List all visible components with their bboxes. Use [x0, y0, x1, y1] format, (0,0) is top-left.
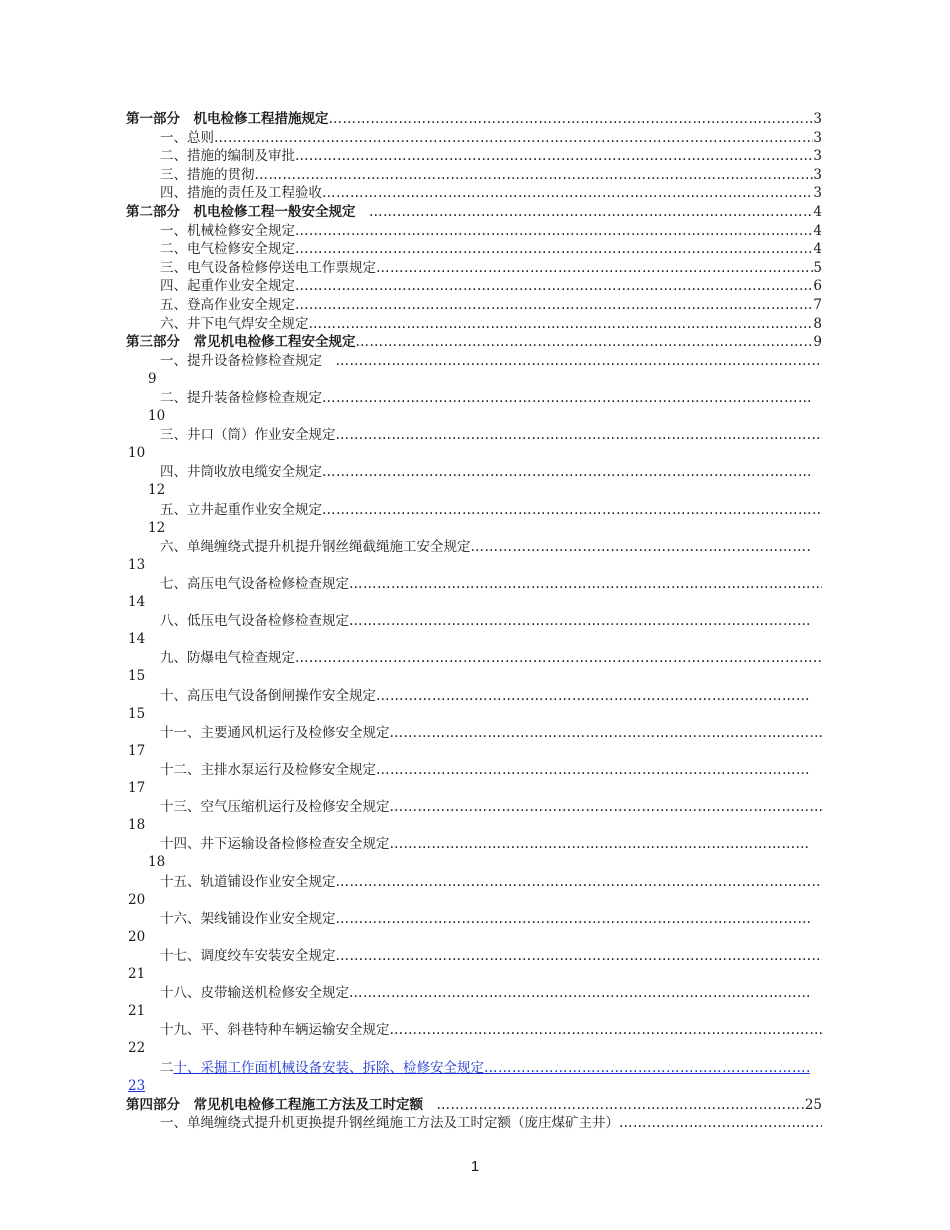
toc-entry-title: 九、防爆电气检查规定	[160, 650, 295, 667]
toc-leader-dots	[369, 203, 813, 222]
toc-page-number: 15	[128, 668, 146, 685]
toc-leader-dots	[309, 315, 814, 334]
toc-entry[interactable]	[160, 612, 810, 631]
toc-part-heading[interactable]	[126, 110, 822, 129]
toc-entry[interactable]	[160, 463, 810, 482]
toc-page-number: 22	[128, 1040, 146, 1057]
toc-page-number: 4	[813, 204, 822, 220]
toc-leader-dots	[471, 538, 811, 557]
toc-page-number: 7	[813, 297, 822, 313]
toc-entry-title: 六、井下电气焊安全规定	[160, 315, 309, 332]
toc-leader-dots	[329, 110, 814, 129]
toc-leader-dots	[295, 222, 813, 241]
toc-entry-title: 五、登高作业安全规定	[160, 297, 295, 313]
toc-page-number: 18	[148, 854, 166, 871]
toc-page-number: 12	[148, 482, 166, 499]
toc-leader-dots	[336, 873, 823, 892]
toc-leader-dots	[295, 649, 822, 668]
toc-page-number: 13	[128, 556, 146, 573]
toc-page-number: 3	[813, 166, 822, 183]
toc-leader-dots	[214, 129, 813, 148]
toc-page-number: 17	[128, 780, 146, 796]
toc-entry-title: 七、高压电气设备检修检查规定	[160, 576, 349, 592]
toc-entry-title: 第四部分 常见机电检修工程施工方法及工时定额	[126, 1096, 437, 1113]
toc-entry-title: 第三部分 常见机电检修工程安全规定	[126, 334, 356, 351]
toc-entry-title: 八、低压电气设备检修检查规定	[160, 613, 349, 630]
toc-entry-title: 四、井筒收放电缆安全规定	[160, 464, 322, 481]
toc-entry[interactable]	[160, 315, 822, 334]
toc-page-number: 10	[148, 408, 166, 424]
toc-leader-dots	[336, 352, 823, 371]
toc-leader-dots	[322, 501, 822, 520]
toc-page-number: 14	[128, 594, 146, 610]
toc-entry[interactable]	[160, 352, 822, 371]
toc-entry-title: 二、电气检修安全规定	[160, 241, 295, 258]
toc-entry[interactable]	[160, 538, 810, 557]
toc-leader-dots	[390, 724, 823, 743]
toc-page-number: 15	[128, 705, 146, 722]
toc-page-number: 25	[804, 1096, 822, 1113]
toc-part-heading[interactable]	[126, 203, 822, 222]
toc-page-number: 4	[813, 241, 822, 258]
toc-page-number: 21	[128, 1003, 146, 1020]
toc-entry[interactable]	[160, 947, 822, 966]
toc-entry-title	[160, 1059, 484, 1078]
toc-page-number: 9	[813, 334, 822, 351]
toc-leader-dots	[349, 575, 822, 594]
toc-entry[interactable]	[160, 687, 810, 706]
toc-entry-title: 十二、主排水泵运行及检修安全规定	[160, 762, 376, 778]
toc-entry-title: 十四、井下运输设备检修检查安全规定	[160, 836, 390, 853]
toc-entry-title: 十六、架线铺设作业安全规定	[160, 910, 336, 927]
toc-entry-title: 第二部分 机电检修工程一般安全规定	[126, 204, 369, 220]
toc-entry-title: 六、单绳缠绕式提升机提升钢丝绳截绳施工安全规定	[160, 538, 471, 555]
toc-leader-dots	[336, 910, 811, 929]
toc-entry[interactable]	[160, 389, 810, 408]
toc-leader-dots	[437, 1096, 805, 1115]
toc-entry-title: 十、高压电气设备倒闸操作安全规定	[160, 687, 376, 704]
toc-entry-title: 二、提升装备检修检查规定	[160, 390, 322, 406]
toc-part-heading[interactable]	[126, 1096, 822, 1115]
toc-entry-title: 十九、平、斜巷特种车辆运输安全规定	[160, 1022, 390, 1039]
toc-entry[interactable]	[160, 798, 822, 817]
toc-page-number: 3	[813, 129, 822, 146]
toc-entry-title: 二、措施的编制及审批	[160, 148, 295, 165]
toc-entry[interactable]	[160, 222, 822, 241]
toc-leader-dots	[390, 1021, 823, 1040]
toc-entry-title: 三、措施的贯彻	[160, 166, 255, 183]
toc-entry[interactable]	[160, 501, 822, 520]
toc-entry-title: 十一、主要通风机运行及检修安全规定	[160, 724, 390, 741]
toc-leader-dots	[349, 984, 810, 1003]
toc-entry[interactable]	[160, 129, 822, 148]
toc-page-number: 3	[813, 185, 822, 202]
toc-entry[interactable]	[160, 240, 822, 259]
toc-entry[interactable]	[160, 1021, 822, 1040]
toc-entry-title: 四、措施的责任及工程验收	[160, 185, 322, 202]
toc-entry[interactable]	[160, 724, 822, 743]
toc-entry-title: 十三、空气压缩机运行及检修安全规定	[160, 799, 390, 816]
toc-page-number: 17	[128, 742, 146, 759]
toc-leader-dots	[322, 184, 813, 203]
toc-entry[interactable]	[160, 649, 822, 668]
toc-page-number: 20	[128, 891, 146, 908]
toc-page-number[interactable]: 23	[128, 1077, 146, 1094]
toc-page-number: 3	[813, 111, 822, 127]
toc-entry-title: 十五、轨道铺设作业安全规定	[160, 873, 336, 890]
toc-leader-dots	[295, 240, 813, 259]
toc-page-number: 5	[813, 259, 822, 276]
toc-leader-dots	[322, 389, 810, 408]
toc-entry-title: 三、井口（筒）作业安全规定	[160, 427, 336, 444]
toc-entry[interactable]	[160, 835, 810, 854]
toc-entry-title: 一、单绳缠绕式提升机更换提升钢丝绳施工方法及工时定额（庞庄煤矿主井）	[160, 1115, 619, 1132]
toc-page-number: 20	[128, 928, 146, 945]
toc-page-number: 9	[148, 370, 157, 387]
toc-entry[interactable]	[160, 166, 822, 185]
toc-leader-dots	[295, 296, 813, 315]
toc-entry[interactable]	[160, 873, 822, 892]
toc-entry[interactable]	[160, 1114, 822, 1133]
toc-entry[interactable]	[160, 575, 822, 594]
toc-page-number: 21	[128, 966, 146, 982]
toc-page-number: 14	[128, 631, 146, 648]
toc-leader-dots	[376, 687, 810, 706]
toc-entry-title: 五、立井起重作业安全规定	[160, 501, 322, 518]
toc-leader-dots	[349, 612, 810, 631]
toc-leader-dots	[390, 835, 811, 854]
toc-entry[interactable]	[160, 277, 822, 296]
toc-entry-title: 一、机械检修安全规定	[160, 222, 295, 239]
toc-entry[interactable]	[160, 426, 822, 445]
toc-leader-dots	[295, 277, 813, 296]
toc-page-number: 4	[813, 222, 822, 239]
toc-leader-dots	[336, 947, 823, 966]
toc-leader-dots	[376, 259, 813, 278]
toc-entry[interactable]	[160, 296, 822, 315]
toc-leader-dots	[484, 1059, 810, 1078]
toc-entry[interactable]	[160, 1059, 810, 1078]
toc-entry-title: 十七、调度绞车安装安全规定	[160, 948, 336, 964]
toc-entry[interactable]	[160, 984, 810, 1003]
toc-entry[interactable]	[160, 184, 822, 203]
toc-part-heading[interactable]	[126, 333, 822, 352]
toc-entry-title-prefix: 二	[160, 1059, 174, 1076]
toc-entry-title: 一、提升设备检修检查规定	[160, 352, 336, 369]
toc-entry-title: 四、起重作业安全规定	[160, 278, 295, 295]
toc-entry-title: 三、电气设备检修停送电工作票规定	[160, 259, 376, 276]
toc-page-number: 18	[128, 817, 146, 834]
toc-entry-title: 第一部分 机电检修工程措施规定	[126, 111, 329, 127]
toc-page-number: 10	[128, 445, 146, 462]
toc-page-number: 3	[813, 148, 822, 165]
toc-leader-dots	[390, 798, 823, 817]
toc-leader-dots	[376, 761, 810, 780]
toc-leader-dots	[255, 166, 814, 185]
toc-leader-dots	[295, 147, 813, 166]
toc-entry-title: 十八、皮带输送机检修安全规定	[160, 985, 349, 1002]
toc-page-number: 12	[148, 519, 166, 536]
toc-page-number: 6	[813, 278, 822, 295]
toc-leader-dots	[336, 426, 823, 445]
toc-page-number: 8	[813, 315, 822, 332]
toc-entry[interactable]	[160, 910, 810, 929]
toc-leader-dots	[322, 463, 810, 482]
toc-entry[interactable]	[160, 147, 822, 166]
toc-entry[interactable]	[160, 259, 822, 278]
toc-entry[interactable]	[160, 761, 810, 780]
toc-entry-title: 一、总则	[160, 129, 214, 146]
toc-leader-dots	[356, 333, 814, 352]
page-number: 1	[470, 1158, 480, 1175]
toc-entry-link[interactable]: 十、采掘工作面机械设备安装、拆除、检修安全规定	[173, 1059, 484, 1076]
toc-leader-dots	[619, 1114, 822, 1133]
